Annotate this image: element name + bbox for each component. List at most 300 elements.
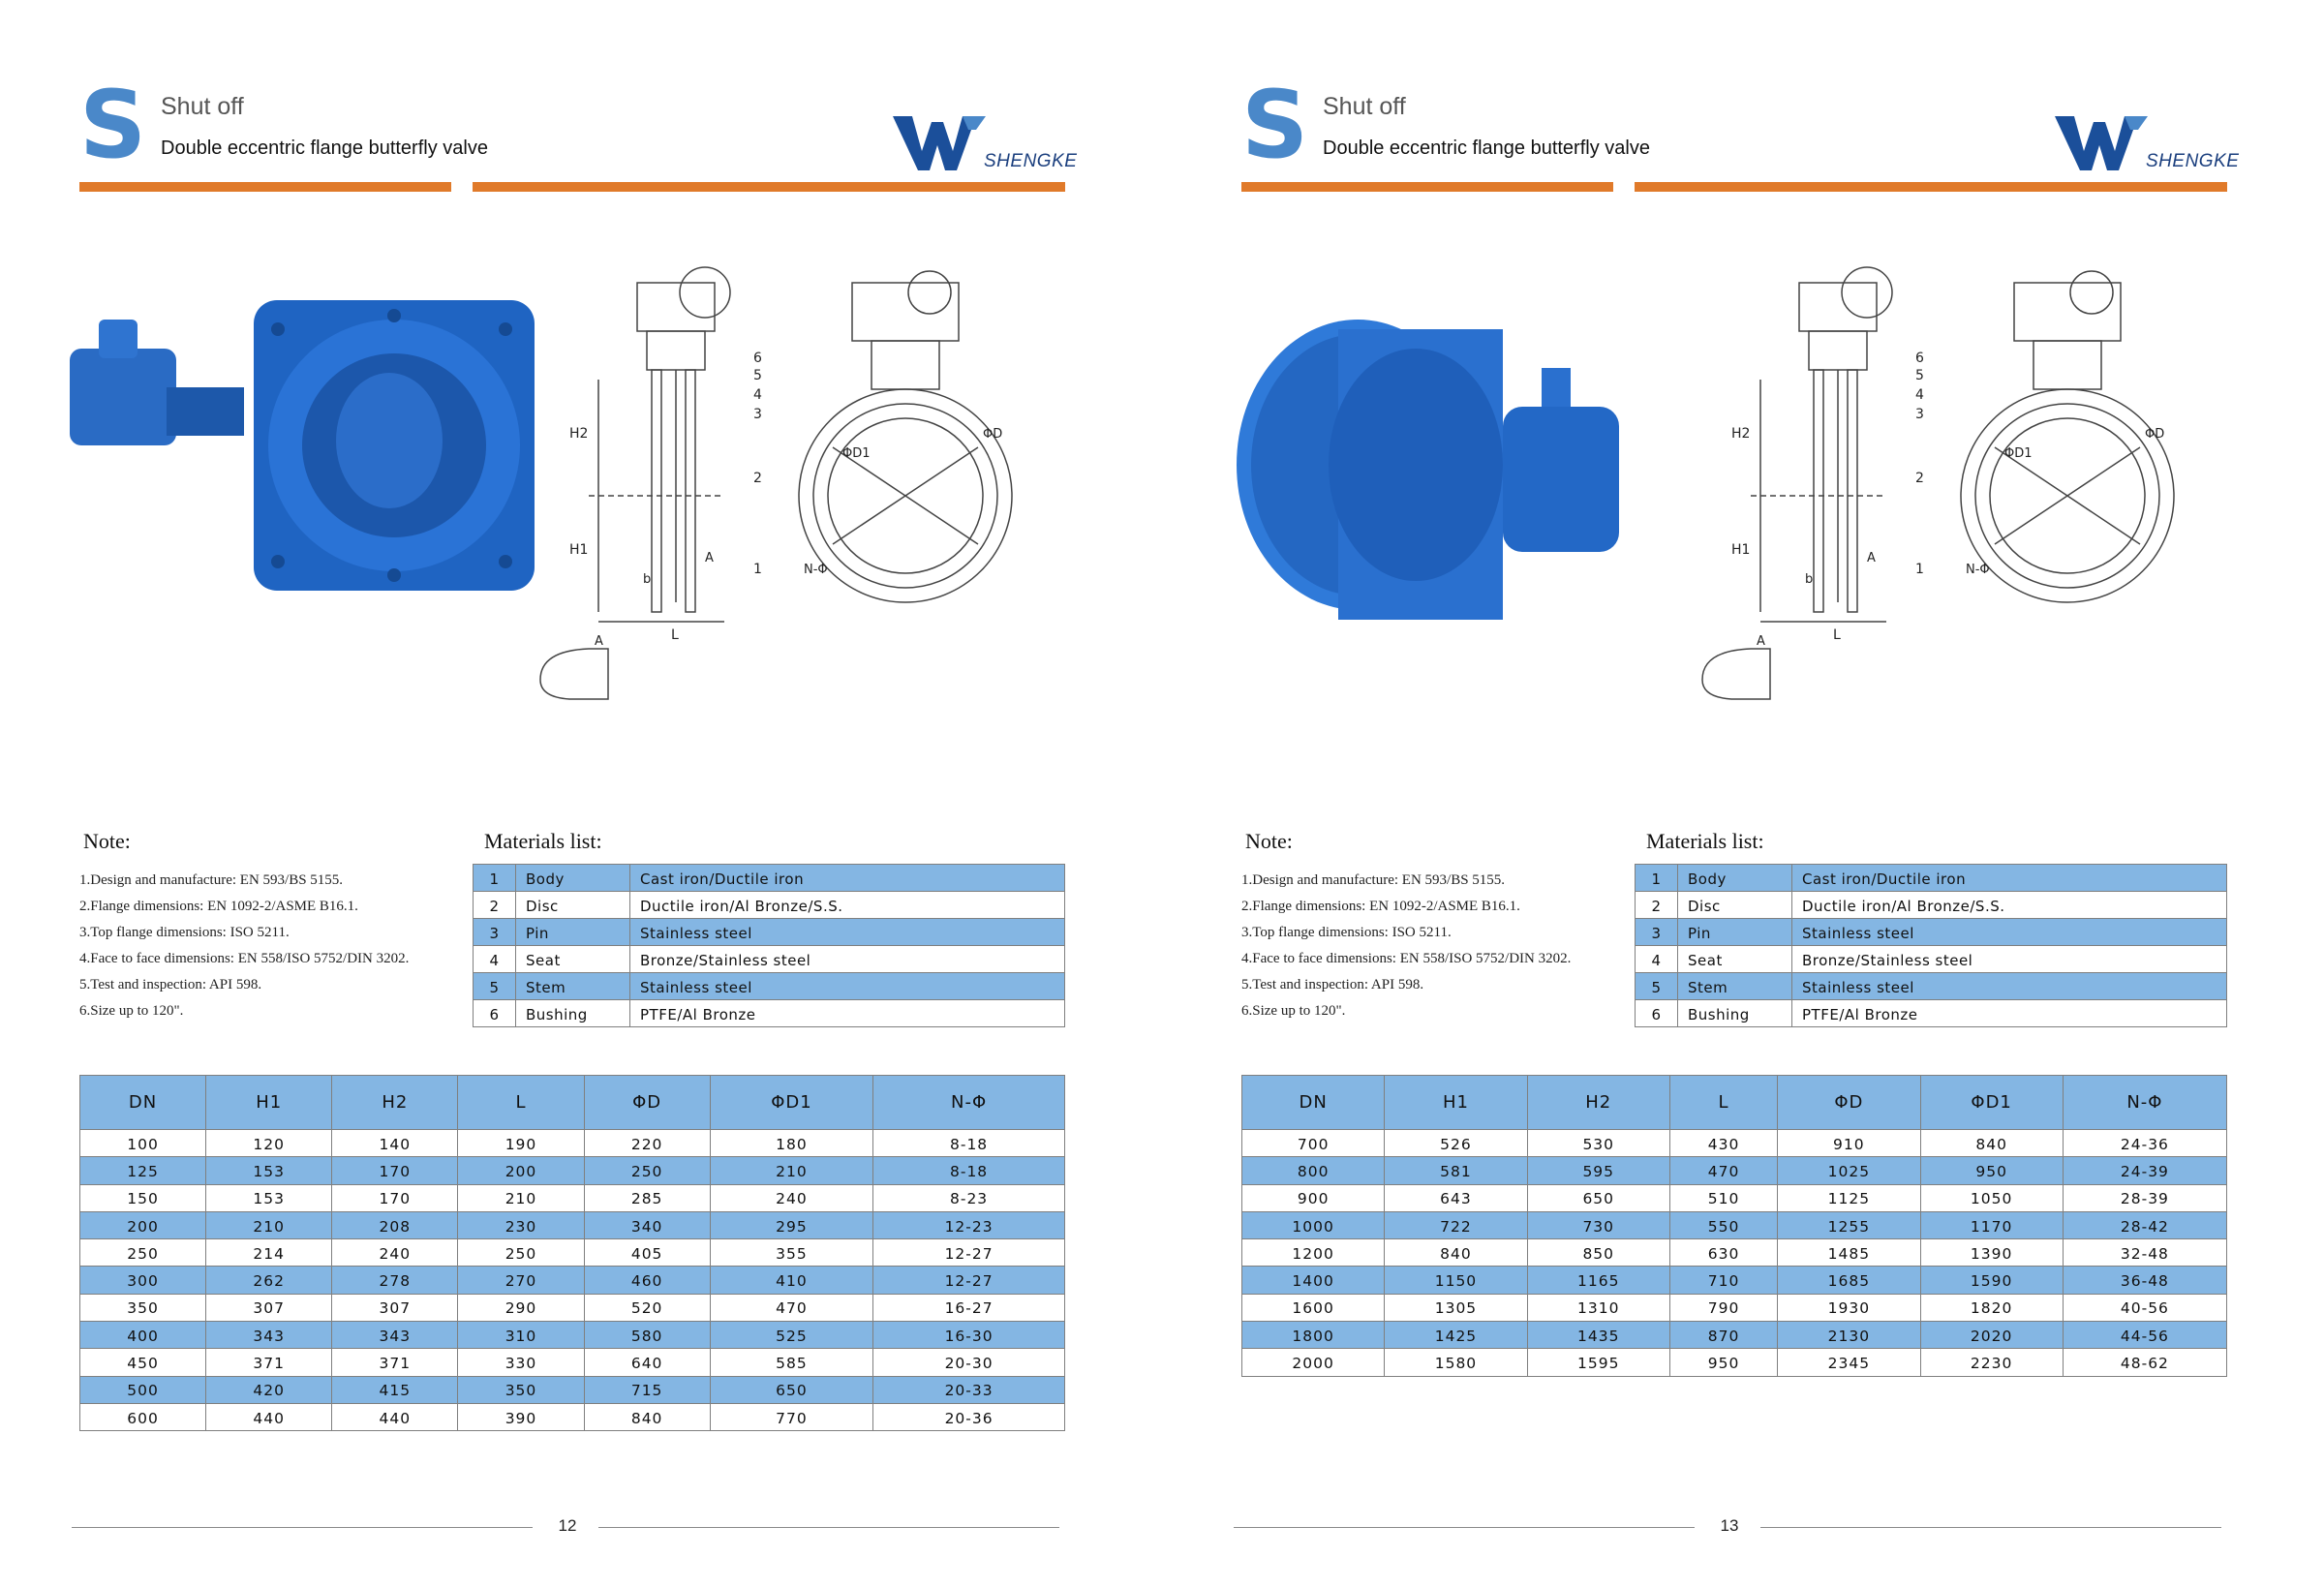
dimensions-cell: 214	[206, 1239, 332, 1267]
note-item: 4.Face to face dimensions: EN 558/ISO 5752/DIN 3202.	[79, 951, 410, 966]
header-rule-long	[473, 182, 1065, 192]
dimensions-row	[80, 1239, 1065, 1267]
dimensions-cell: 190	[458, 1130, 584, 1157]
notes-heading: Note:	[1245, 829, 1293, 853]
dimensions-cell: 2020	[1920, 1322, 2063, 1349]
dimensions-cell: 405	[584, 1239, 710, 1267]
material-part: Pin	[1678, 919, 1792, 946]
dimensions-cell: 2130	[1778, 1322, 1920, 1349]
dimensions-cell: 250	[584, 1157, 710, 1184]
callout-4: 4	[753, 387, 762, 403]
material-part: Stem	[516, 973, 630, 1000]
dimensions-cell: 585	[710, 1349, 872, 1376]
dimensions-header-cell: L	[1669, 1076, 1777, 1130]
product-subtitle: Double eccentric flange butterfly valve	[1323, 137, 1650, 159]
dimensions-cell: 240	[710, 1184, 872, 1211]
dimensions-cell: 20-33	[873, 1376, 1065, 1403]
dimensions-header-cell: ΦD	[584, 1076, 710, 1130]
material-no: 1	[474, 865, 516, 892]
dimensions-cell: 700	[1242, 1130, 1385, 1157]
note-item: 1.Design and manufacture: EN 593/BS 5155.	[79, 872, 344, 888]
dimensions-cell: 20-36	[873, 1403, 1065, 1430]
dimensions-cell: 1125	[1778, 1184, 1920, 1211]
dimensions-cell: 1400	[1242, 1267, 1385, 1294]
dimensions-row	[80, 1294, 1065, 1321]
materials-row	[1636, 919, 2227, 946]
label-a: A	[705, 551, 714, 565]
dimensions-header-cell: N-Φ	[873, 1076, 1065, 1130]
dimensions-cell: 340	[584, 1211, 710, 1238]
dimensions-cell: 371	[206, 1349, 332, 1376]
dimensions-header-cell: ΦD1	[710, 1076, 872, 1130]
brand-logo	[889, 112, 1078, 178]
materials-row	[474, 919, 1065, 946]
dimensions-header-row	[80, 1076, 1065, 1130]
callout-6: 6	[753, 351, 762, 366]
material-value: Stainless steel	[630, 919, 1065, 946]
dimensions-cell: 290	[458, 1294, 584, 1321]
dimensions-cell: 840	[1385, 1239, 1527, 1267]
callout-3: 3	[753, 407, 762, 422]
dimensions-cell: 1600	[1242, 1294, 1385, 1321]
valve-front-drawing	[794, 254, 1094, 622]
material-part: Stem	[1678, 973, 1792, 1000]
valve-side-drawing	[1693, 254, 1964, 709]
material-no: 4	[1636, 946, 1678, 973]
dimensions-cell: 870	[1669, 1322, 1777, 1349]
dimensions-cell: 120	[206, 1130, 332, 1157]
dimensions-cell: 300	[80, 1267, 206, 1294]
label-n-phi: N-Φ	[1966, 563, 1990, 577]
footer-rule	[72, 1527, 533, 1528]
brand-logo-text: SHENGKE	[2146, 151, 2240, 171]
section-letter: S	[1241, 71, 1309, 179]
note-item: 1.Design and manufacture: EN 593/BS 5155.	[1241, 872, 1506, 888]
dimensions-cell: 600	[80, 1403, 206, 1430]
valve-product-photo	[70, 281, 544, 610]
dimensions-cell: 210	[206, 1211, 332, 1238]
callout-4: 4	[1915, 387, 1924, 403]
dimensions-cell: 208	[332, 1211, 458, 1238]
material-value: PTFE/Al Bronze	[1792, 1000, 2227, 1027]
dimensions-cell: 650	[1527, 1184, 1669, 1211]
dimensions-cell: 240	[332, 1239, 458, 1267]
material-no: 6	[1636, 1000, 1678, 1027]
page-number: 12	[558, 1516, 577, 1535]
dimensions-cell: 1310	[1527, 1294, 1669, 1321]
material-no: 2	[1636, 892, 1678, 919]
dimensions-row	[1242, 1294, 2227, 1321]
material-value: Stainless steel	[630, 973, 1065, 1000]
dimensions-cell: 1800	[1242, 1322, 1385, 1349]
dimensions-cell: 307	[206, 1294, 332, 1321]
dimensions-cell: 310	[458, 1322, 584, 1349]
dimensions-cell: 1485	[1778, 1239, 1920, 1267]
page-number: 13	[1720, 1516, 1739, 1535]
dimensions-cell: 1150	[1385, 1267, 1527, 1294]
dimensions-cell: 278	[332, 1267, 458, 1294]
label-b: b	[1805, 572, 1814, 587]
dimensions-cell: 730	[1527, 1211, 1669, 1238]
dimensions-cell: 371	[332, 1349, 458, 1376]
dimensions-cell: 28-39	[2063, 1184, 2226, 1211]
dimensions-cell: 210	[710, 1157, 872, 1184]
dimensions-cell: 1200	[1242, 1239, 1385, 1267]
dimensions-cell: 1580	[1385, 1349, 1527, 1376]
dimensions-cell: 250	[458, 1239, 584, 1267]
dimensions-cell: 1820	[1920, 1294, 2063, 1321]
dimensions-cell: 2345	[1778, 1349, 1920, 1376]
label-l: L	[1833, 627, 1841, 643]
materials-heading: Materials list:	[1646, 829, 1764, 853]
dimensions-cell: 440	[332, 1403, 458, 1430]
note-item: 3.Top flange dimensions: ISO 5211.	[79, 925, 290, 940]
label-a-detail: A	[595, 634, 603, 649]
dimensions-cell: 48-62	[2063, 1349, 2226, 1376]
callout-2: 2	[753, 471, 762, 486]
dimensions-cell: 722	[1385, 1211, 1527, 1238]
material-value: PTFE/Al Bronze	[630, 1000, 1065, 1027]
dimensions-cell: 1425	[1385, 1322, 1527, 1349]
dimensions-header-cell: ΦD1	[1920, 1076, 2063, 1130]
header-rule-short	[79, 182, 451, 192]
dimensions-row	[80, 1376, 1065, 1403]
material-part: Bushing	[1678, 1000, 1792, 1027]
label-h1: H1	[569, 542, 589, 558]
dimensions-cell: 180	[710, 1130, 872, 1157]
dimensions-cell: 1685	[1778, 1267, 1920, 1294]
dimensions-cell: 595	[1527, 1157, 1669, 1184]
label-h2: H2	[569, 426, 589, 442]
notes-list	[79, 868, 409, 1024]
dimensions-row	[80, 1130, 1065, 1157]
note-item: 5.Test and inspection: API 598.	[1241, 977, 1424, 992]
callout-2: 2	[1915, 471, 1924, 486]
dimensions-cell: 840	[584, 1403, 710, 1430]
brand-logo	[2051, 112, 2240, 178]
label-h1: H1	[1731, 542, 1751, 558]
dimensions-cell: 1435	[1527, 1322, 1669, 1349]
label-a-detail: A	[1757, 634, 1765, 649]
valve-product-photo	[1222, 290, 1697, 658]
dimensions-cell: 650	[710, 1376, 872, 1403]
label-phi-d1: ΦD1	[2004, 446, 2033, 461]
callout-3: 3	[1915, 407, 1924, 422]
note-item: 6.Size up to 120".	[1241, 1003, 1346, 1019]
materials-row	[1636, 973, 2227, 1000]
materials-heading: Materials list:	[484, 829, 602, 853]
materials-row	[1636, 1000, 2227, 1027]
materials-row	[474, 1000, 1065, 1027]
dimensions-cell: 270	[458, 1267, 584, 1294]
dimensions-cell: 420	[206, 1376, 332, 1403]
dimensions-cell: 44-56	[2063, 1322, 2226, 1349]
dimensions-cell: 910	[1778, 1130, 1920, 1157]
dimensions-cell: 200	[458, 1157, 584, 1184]
dimensions-cell: 430	[1669, 1130, 1777, 1157]
dimensions-row	[1242, 1239, 2227, 1267]
product-subtitle: Double eccentric flange butterfly valve	[161, 137, 488, 159]
dimensions-cell: 390	[458, 1403, 584, 1430]
dimensions-cell: 28-42	[2063, 1211, 2226, 1238]
dimensions-cell: 450	[80, 1349, 206, 1376]
dimensions-cell: 140	[332, 1130, 458, 1157]
dimensions-cell: 32-48	[2063, 1239, 2226, 1267]
materials-table	[473, 864, 1065, 1027]
label-l: L	[671, 627, 679, 643]
note-item: 3.Top flange dimensions: ISO 5211.	[1241, 925, 1452, 940]
dimensions-cell: 12-27	[873, 1239, 1065, 1267]
dimensions-cell: 410	[710, 1267, 872, 1294]
header-rule-short	[1241, 182, 1613, 192]
dimensions-cell: 1000	[1242, 1211, 1385, 1238]
dimensions-cell: 460	[584, 1267, 710, 1294]
dimensions-cell: 24-36	[2063, 1130, 2226, 1157]
footer-rule	[1760, 1527, 2221, 1528]
material-value: Cast iron/Ductile iron	[630, 865, 1065, 892]
label-phi-d: ΦD	[983, 427, 1003, 442]
material-no: 2	[474, 892, 516, 919]
notes-list	[1241, 868, 1571, 1024]
dimensions-cell: 250	[80, 1239, 206, 1267]
dimensions-row	[80, 1267, 1065, 1294]
materials-row	[1636, 865, 2227, 892]
dimensions-cell: 307	[332, 1294, 458, 1321]
materials-row	[474, 865, 1065, 892]
label-phi-d1: ΦD1	[842, 446, 871, 461]
materials-row	[1636, 892, 2227, 919]
label-a: A	[1867, 551, 1876, 565]
dimensions-cell: 415	[332, 1376, 458, 1403]
dimensions-cell: 153	[206, 1157, 332, 1184]
dimensions-header-cell: DN	[80, 1076, 206, 1130]
dimensions-row	[1242, 1349, 2227, 1376]
dimensions-cell: 643	[1385, 1184, 1527, 1211]
dimensions-cell: 20-30	[873, 1349, 1065, 1376]
dimensions-cell: 440	[206, 1403, 332, 1430]
dimensions-header-cell: DN	[1242, 1076, 1385, 1130]
label-phi-d: ΦD	[2145, 427, 2165, 442]
material-no: 3	[474, 919, 516, 946]
dimensions-cell: 1165	[1527, 1267, 1669, 1294]
dimensions-cell: 1305	[1385, 1294, 1527, 1321]
dimensions-cell: 950	[1920, 1157, 2063, 1184]
dimensions-cell: 8-18	[873, 1157, 1065, 1184]
dimensions-cell: 343	[332, 1322, 458, 1349]
note-item: 4.Face to face dimensions: EN 558/ISO 5752/DIN 3202.	[1241, 951, 1572, 966]
callout-1: 1	[1915, 562, 1924, 577]
dimensions-header-row	[1242, 1076, 2227, 1130]
material-value: Ductile iron/Al Bronze/S.S.	[630, 892, 1065, 919]
material-part: Seat	[516, 946, 630, 973]
footer-rule	[598, 1527, 1059, 1528]
material-value: Ductile iron/Al Bronze/S.S.	[1792, 892, 2227, 919]
dimensions-cell: 530	[1527, 1130, 1669, 1157]
dimensions-cell: 150	[80, 1184, 206, 1211]
dimensions-row	[1242, 1211, 2227, 1238]
brand-logo-text: SHENGKE	[984, 151, 1078, 171]
materials-row	[1636, 946, 2227, 973]
dimensions-cell: 1595	[1527, 1349, 1669, 1376]
dimensions-header-cell: H1	[1385, 1076, 1527, 1130]
dimensions-row	[80, 1184, 1065, 1211]
dimensions-row	[80, 1403, 1065, 1430]
dimensions-cell: 153	[206, 1184, 332, 1211]
dimensions-row	[1242, 1322, 2227, 1349]
materials-row	[474, 892, 1065, 919]
dimensions-row	[80, 1322, 1065, 1349]
dimensions-cell: 343	[206, 1322, 332, 1349]
material-part: Disc	[516, 892, 630, 919]
dimensions-row	[80, 1157, 1065, 1184]
dimensions-cell: 840	[1920, 1130, 2063, 1157]
dimensions-cell: 2000	[1242, 1349, 1385, 1376]
dimensions-header-cell: H1	[206, 1076, 332, 1130]
callout-6: 6	[1915, 351, 1924, 366]
dimensions-cell: 295	[710, 1211, 872, 1238]
dimensions-cell: 2230	[1920, 1349, 2063, 1376]
dimensions-cell: 800	[1242, 1157, 1385, 1184]
material-value: Stainless steel	[1792, 919, 2227, 946]
label-h2: H2	[1731, 426, 1751, 442]
dimensions-cell: 220	[584, 1130, 710, 1157]
note-item: 6.Size up to 120".	[79, 1003, 184, 1019]
dimensions-cell: 125	[80, 1157, 206, 1184]
dimensions-cell: 500	[80, 1376, 206, 1403]
dimensions-cell: 580	[584, 1322, 710, 1349]
dimensions-cell: 170	[332, 1184, 458, 1211]
notes-heading: Note:	[83, 829, 131, 853]
note-item: 2.Flange dimensions: EN 1092-2/ASME B16.1.	[79, 899, 358, 914]
material-value: Bronze/Stainless steel	[630, 946, 1065, 973]
material-part: Body	[516, 865, 630, 892]
dimensions-header-cell: H2	[332, 1076, 458, 1130]
dimensions-cell: 36-48	[2063, 1267, 2226, 1294]
header-rule-long	[1635, 182, 2227, 192]
callout-1: 1	[753, 562, 762, 577]
materials-table	[1635, 864, 2227, 1027]
dimensions-header-cell: H2	[1527, 1076, 1669, 1130]
dimensions-header-cell: N-Φ	[2063, 1076, 2226, 1130]
materials-row	[474, 946, 1065, 973]
section-letter: S	[79, 71, 147, 179]
dimensions-cell: 520	[584, 1294, 710, 1321]
dimensions-cell: 400	[80, 1322, 206, 1349]
material-no: 1	[1636, 865, 1678, 892]
material-part: Pin	[516, 919, 630, 946]
dimensions-cell: 24-39	[2063, 1157, 2226, 1184]
dimensions-cell: 355	[710, 1239, 872, 1267]
material-value: Stainless steel	[1792, 973, 2227, 1000]
section-title: Shut off	[1323, 93, 1406, 120]
dimensions-cell: 262	[206, 1267, 332, 1294]
dimensions-cell: 950	[1669, 1349, 1777, 1376]
dimensions-cell: 1050	[1920, 1184, 2063, 1211]
note-item: 2.Flange dimensions: EN 1092-2/ASME B16.1.	[1241, 899, 1520, 914]
dimensions-cell: 170	[332, 1157, 458, 1184]
dimensions-cell: 470	[1669, 1157, 1777, 1184]
dimensions-cell: 640	[584, 1349, 710, 1376]
dimensions-cell: 16-27	[873, 1294, 1065, 1321]
dimensions-cell: 230	[458, 1211, 584, 1238]
material-no: 3	[1636, 919, 1678, 946]
dimensions-row	[80, 1349, 1065, 1376]
material-no: 4	[474, 946, 516, 973]
brand-logo-mark	[2051, 112, 2152, 174]
dimensions-cell: 581	[1385, 1157, 1527, 1184]
material-value: Bronze/Stainless steel	[1792, 946, 2227, 973]
dimensions-cell: 8-23	[873, 1184, 1065, 1211]
dimensions-cell: 1390	[1920, 1239, 2063, 1267]
dimensions-cell: 770	[710, 1403, 872, 1430]
dimensions-cell: 1930	[1778, 1294, 1920, 1321]
dimensions-table	[79, 1075, 1065, 1431]
dimensions-row	[1242, 1184, 2227, 1211]
dimensions-header-cell: L	[458, 1076, 584, 1130]
note-item: 5.Test and inspection: API 598.	[79, 977, 262, 992]
dimensions-cell: 200	[80, 1211, 206, 1238]
dimensions-cell: 510	[1669, 1184, 1777, 1211]
dimensions-cell: 710	[1669, 1267, 1777, 1294]
dimensions-cell: 525	[710, 1322, 872, 1349]
material-no: 6	[474, 1000, 516, 1027]
catalog-page-right	[1162, 0, 2324, 1588]
material-value: Cast iron/Ductile iron	[1792, 865, 2227, 892]
dimensions-cell: 1170	[1920, 1211, 2063, 1238]
callout-5: 5	[1915, 368, 1924, 383]
dimensions-cell: 100	[80, 1130, 206, 1157]
material-part: Body	[1678, 865, 1792, 892]
dimensions-cell: 210	[458, 1184, 584, 1211]
dimensions-cell: 16-30	[873, 1322, 1065, 1349]
valve-side-drawing	[531, 254, 802, 709]
dimensions-cell: 630	[1669, 1239, 1777, 1267]
label-n-phi: N-Φ	[804, 563, 828, 577]
brand-logo-mark	[889, 112, 990, 174]
dimensions-cell: 330	[458, 1349, 584, 1376]
materials-row	[474, 973, 1065, 1000]
dimensions-cell: 1025	[1778, 1157, 1920, 1184]
valve-front-drawing	[1956, 254, 2256, 622]
material-part: Bushing	[516, 1000, 630, 1027]
dimensions-cell: 550	[1669, 1211, 1777, 1238]
label-b: b	[643, 572, 652, 587]
dimensions-cell: 40-56	[2063, 1294, 2226, 1321]
dimensions-row	[1242, 1130, 2227, 1157]
dimensions-row	[1242, 1157, 2227, 1184]
callout-5: 5	[753, 368, 762, 383]
dimensions-cell: 12-23	[873, 1211, 1065, 1238]
material-part: Disc	[1678, 892, 1792, 919]
dimensions-cell: 900	[1242, 1184, 1385, 1211]
dimensions-cell: 350	[458, 1376, 584, 1403]
dimensions-cell: 12-27	[873, 1267, 1065, 1294]
dimensions-cell: 850	[1527, 1239, 1669, 1267]
dimensions-cell: 526	[1385, 1130, 1527, 1157]
material-part: Seat	[1678, 946, 1792, 973]
dimensions-cell: 1590	[1920, 1267, 2063, 1294]
dimensions-cell: 285	[584, 1184, 710, 1211]
dimensions-cell: 350	[80, 1294, 206, 1321]
dimensions-cell: 470	[710, 1294, 872, 1321]
dimensions-cell: 715	[584, 1376, 710, 1403]
dimensions-cell: 790	[1669, 1294, 1777, 1321]
material-no: 5	[474, 973, 516, 1000]
material-no: 5	[1636, 973, 1678, 1000]
section-title: Shut off	[161, 93, 244, 120]
dimensions-row	[1242, 1267, 2227, 1294]
footer-rule	[1234, 1527, 1695, 1528]
